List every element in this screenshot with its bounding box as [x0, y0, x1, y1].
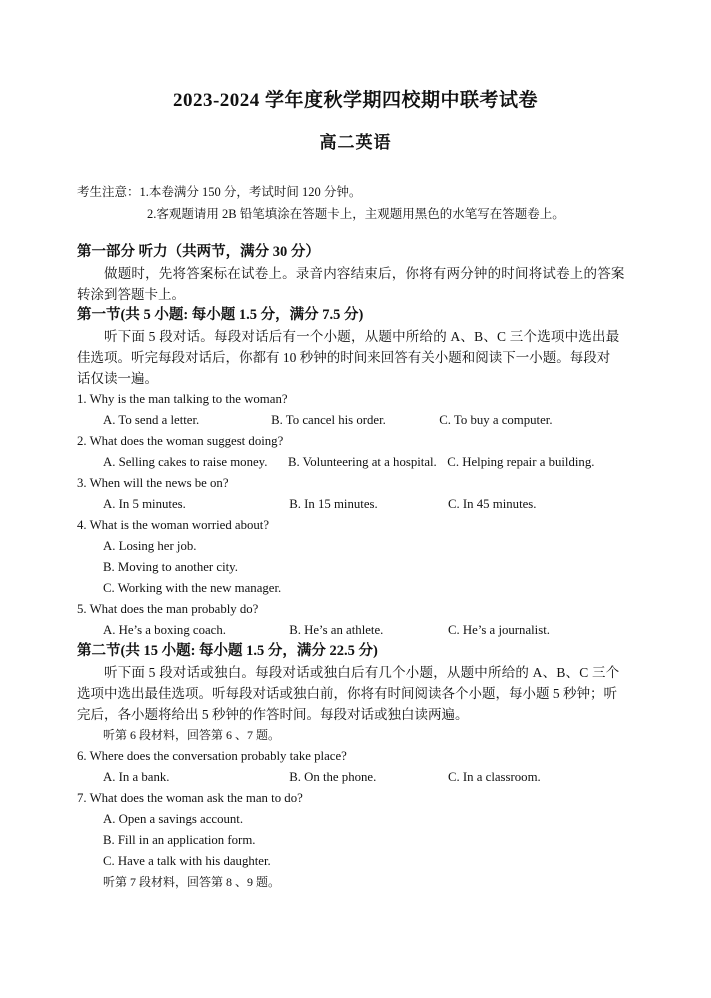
option-c: C. In 45 minutes.: [447, 497, 537, 511]
option-a: A. In a bank.: [103, 770, 170, 784]
option-b: B. He’s an athlete.: [289, 623, 384, 637]
question-2-options: [77, 452, 637, 473]
exam-content: [77, 242, 637, 893]
section2-intro-line-3: 完后，各小题将给出 5 秒钟的作答时间。每段对话或独白读两遍。: [77, 707, 469, 722]
option-a: A. He’s a boxing coach.: [103, 623, 226, 637]
question-4: 4. What is the woman worried about?: [77, 518, 270, 532]
page-subtitle: 高二英语: [319, 133, 392, 152]
question-6-options: [77, 767, 637, 788]
question-1: 1. Why is the man talking to the woman?: [77, 392, 288, 406]
option-a: A. In 5 minutes.: [103, 497, 186, 511]
question-3-options: [77, 494, 637, 515]
material-note-7: 听第 7 段材料，回答第 8 、9 题。: [103, 875, 281, 889]
option-a: A. Selling cakes to raise money.: [103, 455, 268, 469]
section1-intro-line-3: 话仅读一遍。: [77, 371, 158, 386]
material-note-6: 听第 6 段材料，回答第 6 、7 题。: [103, 728, 281, 742]
section1-intro-line-2: 佳选项。听完每段对话后，你都有 10 秒钟的时间来回答有关小题和阅读下一小题。每段对: [77, 350, 611, 365]
question-3: 3. When will the news be on?: [77, 476, 229, 490]
question-6: 6. Where does the conversation probably take place?: [77, 749, 347, 763]
option-a: A. To send a letter.: [103, 413, 200, 427]
question-7-option-c: C. Have a talk with his daughter.: [103, 854, 271, 868]
question-2: 2. What does the woman suggest doing?: [77, 434, 284, 448]
note-line-2: 2.客观题请用 2B 铅笔填涂在答题卡上，主观题用黑色的水笔写在答题卷上。: [147, 207, 565, 221]
question-1-options: [77, 410, 637, 431]
section2-heading: 第二节(共 15 小题: 每小题 1.5 分，满分 22.5 分): [77, 643, 378, 659]
part1-heading: 第一部分 听力（共两节，满分 30 分）: [77, 244, 320, 260]
exam-notes: [77, 181, 565, 225]
question-5: 5. What does the man probably do?: [77, 602, 259, 616]
question-7-option-a: A. Open a savings account.: [103, 812, 244, 826]
section2-intro-line-1: 听下面 5 段对话或独白。每段对话或独白后有几个小题，从题中所给的 A、B、C 三个: [104, 665, 620, 680]
option-c: C. To buy a computer.: [439, 413, 553, 427]
question-4-option-a: A. Losing her job.: [103, 539, 197, 553]
part1-intro-line-1: 做题时，先将答案标在试卷上。录音内容结束后，你将有两分钟的时间将试卷上的答案: [104, 266, 625, 281]
section1-heading: 第一节(共 5 小题: 每小题 1.5 分，满分 7.5 分): [77, 307, 364, 323]
section1-intro-line-1: 听下面 5 段对话。每段对话后有一个小题，从题中所给的 A、B、C 三个选项中选出最: [104, 329, 620, 344]
option-b: B. To cancel his order.: [271, 413, 386, 427]
note-line-1: 考生注意：1.本卷满分 150 分，考试时间 120 分钟。: [77, 185, 362, 199]
option-b: B. Volunteering at a hospital.: [287, 455, 437, 469]
option-c: C. He’s a journalist.: [447, 623, 550, 637]
question-7: 7. What does the woman ask the man to do?: [77, 791, 303, 805]
page-title: 2023-2024 学年度秋学期四校期中联考试卷: [172, 90, 539, 111]
question-4-option-c: C. Working with the new manager.: [103, 581, 282, 595]
question-7-option-b: B. Fill in an application form.: [103, 833, 256, 847]
option-c: C. Helping repair a building.: [447, 455, 595, 469]
option-c: C. In a classroom.: [447, 770, 541, 784]
question-4-option-b: B. Moving to another city.: [103, 560, 238, 574]
option-b: B. On the phone.: [289, 770, 377, 784]
option-b: B. In 15 minutes.: [289, 497, 378, 511]
part1-intro-line-2: 转涂到答题卡上。: [77, 287, 185, 302]
question-5-options: [77, 620, 637, 641]
section2-intro-line-2: 选项中选出最佳选项。听每段对话或独白前，你将有时间阅读各个小题，每小题 5 秒钟；听: [77, 686, 617, 701]
